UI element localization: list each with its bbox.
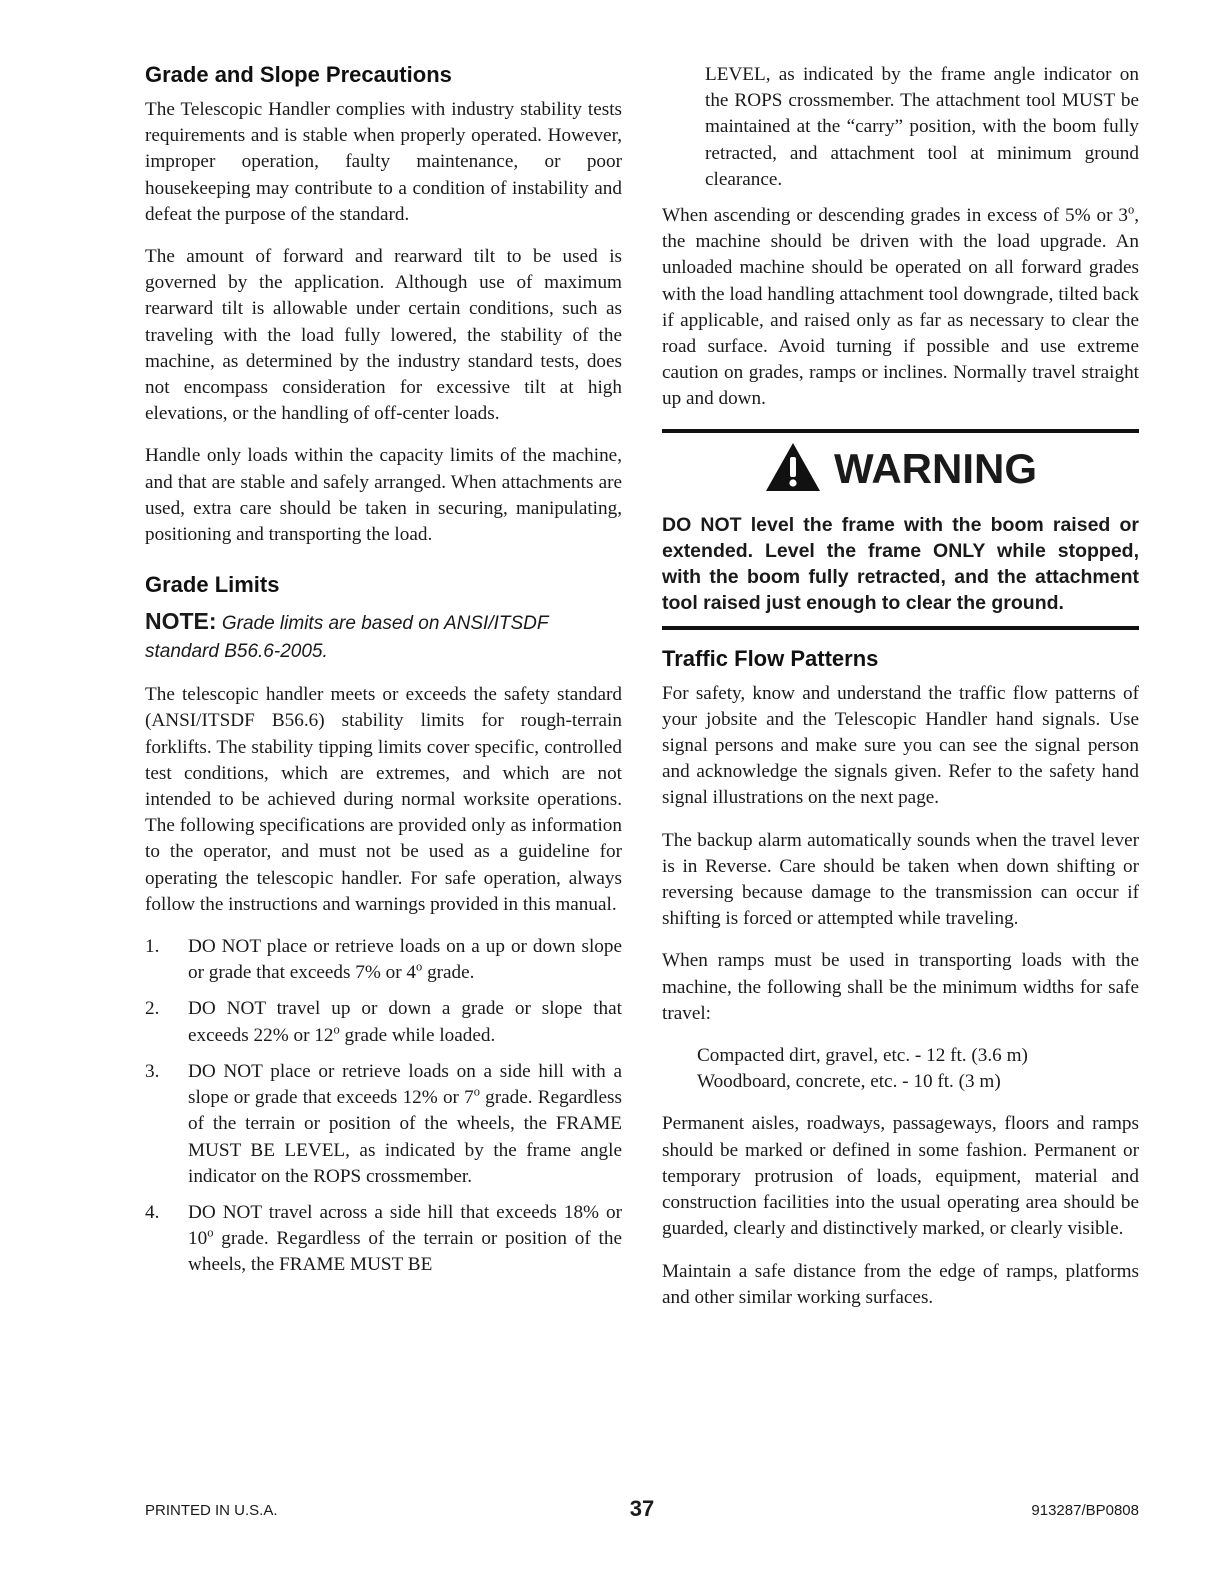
width-line: Woodboard, concrete, etc. - 10 ft. (3 m) [697, 1071, 1001, 1093]
heading-grade-slope: Grade and Slope Precautions [145, 62, 452, 87]
paragraph: For safety, know and understand the traffic flow patterns of your jobsite and the Telescopic Handler hand signals. Use signal persons and make sure you can see the signal person and acknowledge the signals given. Refer to the safety hand signal illustrations on the next page. [662, 682, 1139, 809]
page-footer [145, 1496, 1139, 1526]
paragraph: Maintain a safe distance from the edge of ramps, platforms and other similar working surfaces. [662, 1260, 1139, 1308]
warning-header [662, 441, 1139, 498]
warning-title: WARNING [834, 445, 1037, 493]
minimum-widths [662, 1043, 1139, 1095]
warning-box [662, 429, 1139, 630]
paragraph: The amount of forward and rearward tilt to be used is governed by the application. Although use of maximum rearward tilt is allowable under certain conditions, such as traveling with the load fully lowered, the stability of the machine, as determined by the industry standard tests, does not encompass consideration for excessive tilt at high elevations, or the handling of off-center loads. [145, 246, 622, 425]
document-code: 913287/BP0808 [1031, 1502, 1139, 1519]
paragraph: When ascending or descending grades in excess of 5% or 3$^o$, the machine should be driven with the load upgrade. An unloaded machine should be operated on all forward grades with the load handling attachment tool downgrade, tilted back if applicable, and raised only as far as necessary to clear the road surface. Avoid turning if possible and use extreme caution on grades, ramps or inclines. Normally travel straight up and down. [662, 202, 1139, 410]
list-number: 2. [145, 998, 160, 1020]
warning-text: DO NOT level the frame with the boom raised or extended. Level the frame ONLY while stopped, with the boom fully retracted, and the attachment tool raised just enough to clear the ground. [662, 513, 1139, 614]
list-item: 2. DO NOT travel up or down a grade or slope that exceeds 22% or 12$^o$ grade while loaded. [145, 998, 622, 1046]
paragraph: When ramps must be used in transporting loads with the machine, the following shall be the minimum widths for safe travel: [662, 950, 1139, 1024]
note-label: NOTE: [145, 608, 217, 635]
list-item: 1. DO NOT place or retrieve loads on a up or down slope or grade that exceeds 7% or 4$^o$ grade. [145, 936, 622, 984]
paragraph: The backup alarm automatically sounds when the travel lever is in Reverse. Care should be taken when down shifting or reversing because damage to the transmission can occur if shifting is forced or attempted while traveling. [662, 829, 1139, 930]
note-text: Grade limits are based on ANSI/ITSDF standard B56.6-2005. [145, 613, 549, 663]
footer-printed: PRINTED IN U.S.A. [145, 1502, 278, 1519]
paragraph: The Telescopic Handler complies with industry stability tests requirements and is stable when properly operated. However, improper operation, faulty maintenance, or poor housekeeping may contribute to a condition of instability and defeat the purpose of the standard. [145, 99, 622, 225]
paragraph: Handle only loads within the capacity limits of the machine, and that are stable and safely arranged. When attachments are used, extra care should be taken in securing, manipulating, positioning and transporting the load. [145, 445, 622, 546]
list-item: 4. DO NOT travel across a side hill that exceeds 18% or 10$^o$ grade. Regardless of the terrain or position of the wheels, the FRAME MUST BE [145, 1201, 622, 1276]
list-number: 3. [145, 1060, 160, 1082]
note [145, 607, 622, 666]
list-continuation: LEVEL, as indicated by the frame angle indicator on the ROPS crossmember. The attachment tool MUST be maintained at the “carry” position, with the boom fully retracted, and attachment tool at minimum ground clearance. [705, 64, 1139, 190]
page-number: 37 [629, 1496, 655, 1521]
warning-triangle-icon [764, 441, 822, 498]
list-number: 1. [145, 936, 160, 958]
paragraph: Permanent aisles, roadways, passageways, floors and ramps should be marked or defined in some fashion. Permanent or temporary protrusion of loads, equipment, material and construction facilities into the usual operating area should be guarded, clearly and distinctively marked, or clearly visible. [662, 1113, 1139, 1240]
width-line: Compacted dirt, gravel, etc. - 12 ft. (3.6 m) [697, 1045, 1028, 1067]
right-column [662, 62, 1139, 1327]
left-column [145, 62, 622, 1289]
list-number: 4. [145, 1201, 160, 1223]
grade-limit-list [145, 934, 622, 1278]
paragraph: The telescopic handler meets or exceeds the safety standard (ANSI/ITSDF B56.6) stability limits for rough-terrain forklifts. The stability tipping limits cover specific, controlled test conditions, which are extremes, and which are not intended to be achieved during normal worksite operations. The following specifications are provided only as information to the operator, and must not be used as a guideline for operating the telescopic handler. For safe operation, always follow the instructions and warnings provided in this manual. [145, 684, 622, 915]
heading-grade-limits: Grade Limits [145, 572, 280, 598]
heading-traffic-flow: Traffic Flow Patterns [662, 645, 879, 671]
list-item: 3. DO NOT place or retrieve loads on a side hill with a slope or grade that exceeds 12% or 7$^o$ grade. Regardless of the terrain or position of the wheels, the FRAME MUST BE LEVEL, as indicated by the frame angle indicator on the ROPS crossmember. [145, 1060, 622, 1187]
